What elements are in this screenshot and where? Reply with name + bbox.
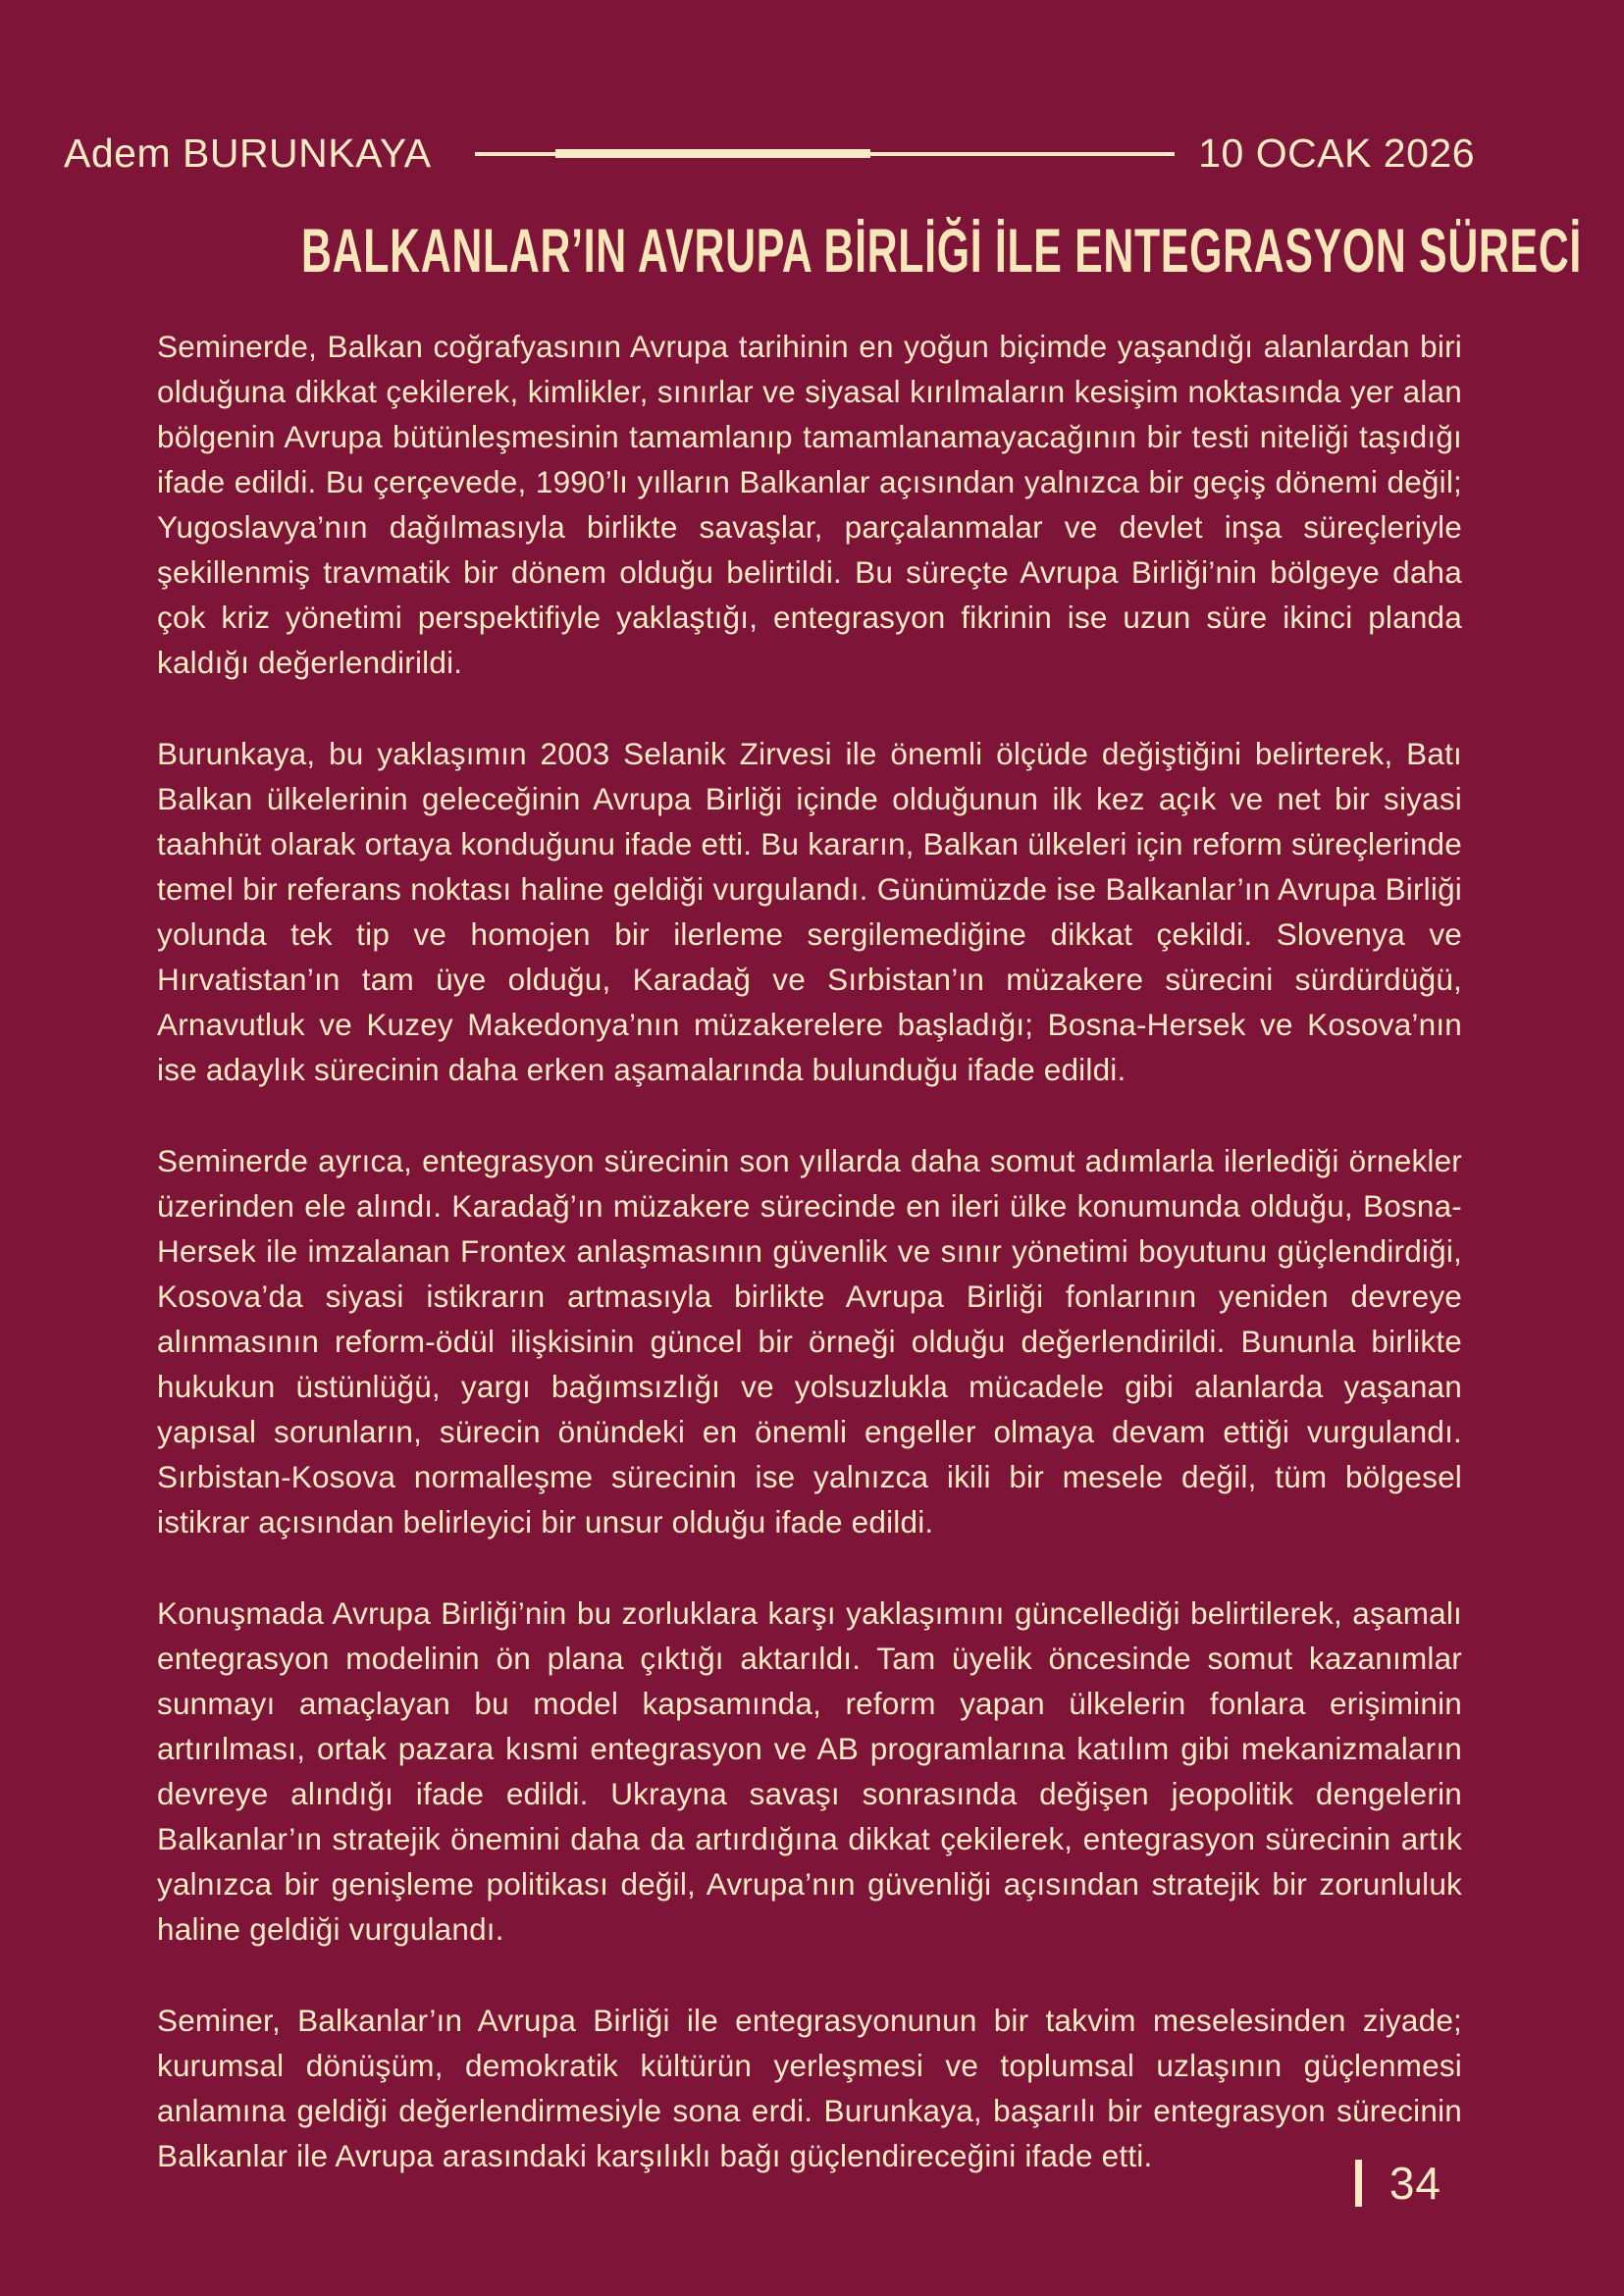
article-paragraph-4: Konuşmada Avrupa Birliği’nin bu zorluklara karşı yaklaşımını güncellediği belirtilerek, aşamalı entegrasyon modelinin ön plana çıktığı aktarıldı. Tam üyelik öncesinde somut kazanımlar sunmayı amaçlayan bu model kapsamında, reform yapan ülkelerin fonlara erişiminin artırılması, ortak pazara kısmi entegrasyon ve AB programlarına katılım gibi mekanizmaların devreye alındığı ifade edildi. Ukrayna savaşı sonrasında değişen jeopolitik dengelerin Balkanlar’ın stratejik önemini daha da artırdığına dikkat çekilerek, entegrasyon sürecinin artık yalnızca bir genişleme politikası değil, Avrupa’nın güvenliği açısından stratejik bir zorunluluk haline geldiği vurgulandı. xyxy=(157,1595,1462,1947)
page-number-bar xyxy=(1355,2160,1362,2207)
article-paragraph-1: Seminerde, Balkan coğrafyasının Avrupa tarihinin en yoğun biçimde yaşandığı alanlardan biri olduğuna dikkat çekilerek, kimlikler, sınırlar ve siyasal kırılmaların kesişim noktasında yer alan bölgenin Avrupa bütünleşmesinin tamamlanıp tamamlanamayacağının bir testi niteliği taşıdığı ifade edildi. Bu çerçevede, 1990’lı yılların Balkanlar açısından yalnızca bir geçiş dönemi değil; Yugoslavya’nın dağılmasıyla birlikte savaşlar, parçalanmalar ve devlet inşa süreçleriyle şekillenmiş travmatik bir dönem olduğu belirtildi. Bu süreçte Avrupa Birliği’nin bölgeye daha çok kriz yönetimi perspektifiyle yaklaştığı, entegrasyon fikrinin ise uzun süre ikinci planda kaldığı değerlendirildi. xyxy=(157,329,1462,680)
page-number-block xyxy=(1355,2157,1441,2210)
article-paragraph-5: Seminer, Balkanlar’ın Avrupa Birliği ile entegrasyonunun bir takvim meselesinden ziyade; kurumsal dönüşüm, demokratik kültürün yerleşmesi ve toplumsal uzlaşının güçlenmesi anlamına geldiği değerlendirmesiyle sona erdi. Burunkaya, başarılı bir entegrasyon sürecinin Balkanlar ile Avrupa arasındaki karşılıklı bağı güçlendireceğini ifade etti. xyxy=(157,2003,1462,2173)
header-author: Adem BURUNKAYA xyxy=(64,130,432,176)
header-divider-rule xyxy=(475,147,1176,159)
article-paragraph-3: Seminerde ayrıca, entegrasyon sürecinin son yıllarda daha somut adımlarla ilerlediği örnekler üzerinden ele alındı. Karadağ’ın müzakere sürecinde en ileri ülke konumunda olduğu, Bosna-Hersek ile imzalanan Frontex anlaşmasının güvenlik ve sınır yönetimi boyutunu güçlendirdiği, Kosova’da siyasi istikrarın artmasıyla birlikte Avrupa Birliği fonlarının yeniden devreye alınmasının reform-ödül ilişkisinin güncel bir örneği olduğu değerlendirildi. Bununla birlikte hukukun üstünlüğü, yargı bağımsızlığı ve yolsuzlukla mücadele gibi alanlarda yaşanan yapısal sorunların, sürecin önündeki en önemli engeller olmaya devam ettiği vurgulandı. Sırbistan-Kosova normalleşme sürecinin ise yalnızca ikili bir mesele değil, tüm bölgesel istikrar açısından belirleyici bir unsur olduğu ifade edildi. xyxy=(157,1143,1462,1539)
page-header xyxy=(64,124,1475,183)
header-rule-thick-line xyxy=(555,149,870,158)
page-title: BALKANLAR’IN AVRUPA BİRLİĞİ İLE ENTEGRASYON SÜRECİ xyxy=(301,217,1583,286)
title-block xyxy=(0,218,1624,286)
article-paragraph-2: Burunkaya, bu yaklaşımın 2003 Selanik Zirvesi ile önemli ölçüde değiştiğini belirterek, Batı Balkan ülkelerinin geleceğinin Avrupa Birliği içinde olduğunun ilk kez açık ve net bir siyasi taahhüt olarak ortaya konduğunu ifade etti. Bu kararın, Balkan ülkeleri için reform süreçlerinde temel bir referans noktası haline geldiği vurgulandı. Günümüzde ise Balkanlar’ın Avrupa Birliği yolunda tek tip ve homojen bir ilerleme sergilemediğine dikkat çekildi. Slovenya ve Hırvatistan’ın tam üye olduğu, Karadağ ve Sırbistan’ın müzakere sürecini sürdürdüğü, Arnavutluk ve Kuzey Makedonya’nın müzakerelere başladığı; Bosna-Hersek ve Kosova’nın ise adaylık sürecinin daha erken aşamalarında bulunduğu ifade edildi. xyxy=(157,736,1462,1087)
header-date: 10 OCAK 2026 xyxy=(1198,130,1475,176)
article-body xyxy=(157,324,1462,2224)
page-number: 34 xyxy=(1388,2158,1441,2209)
